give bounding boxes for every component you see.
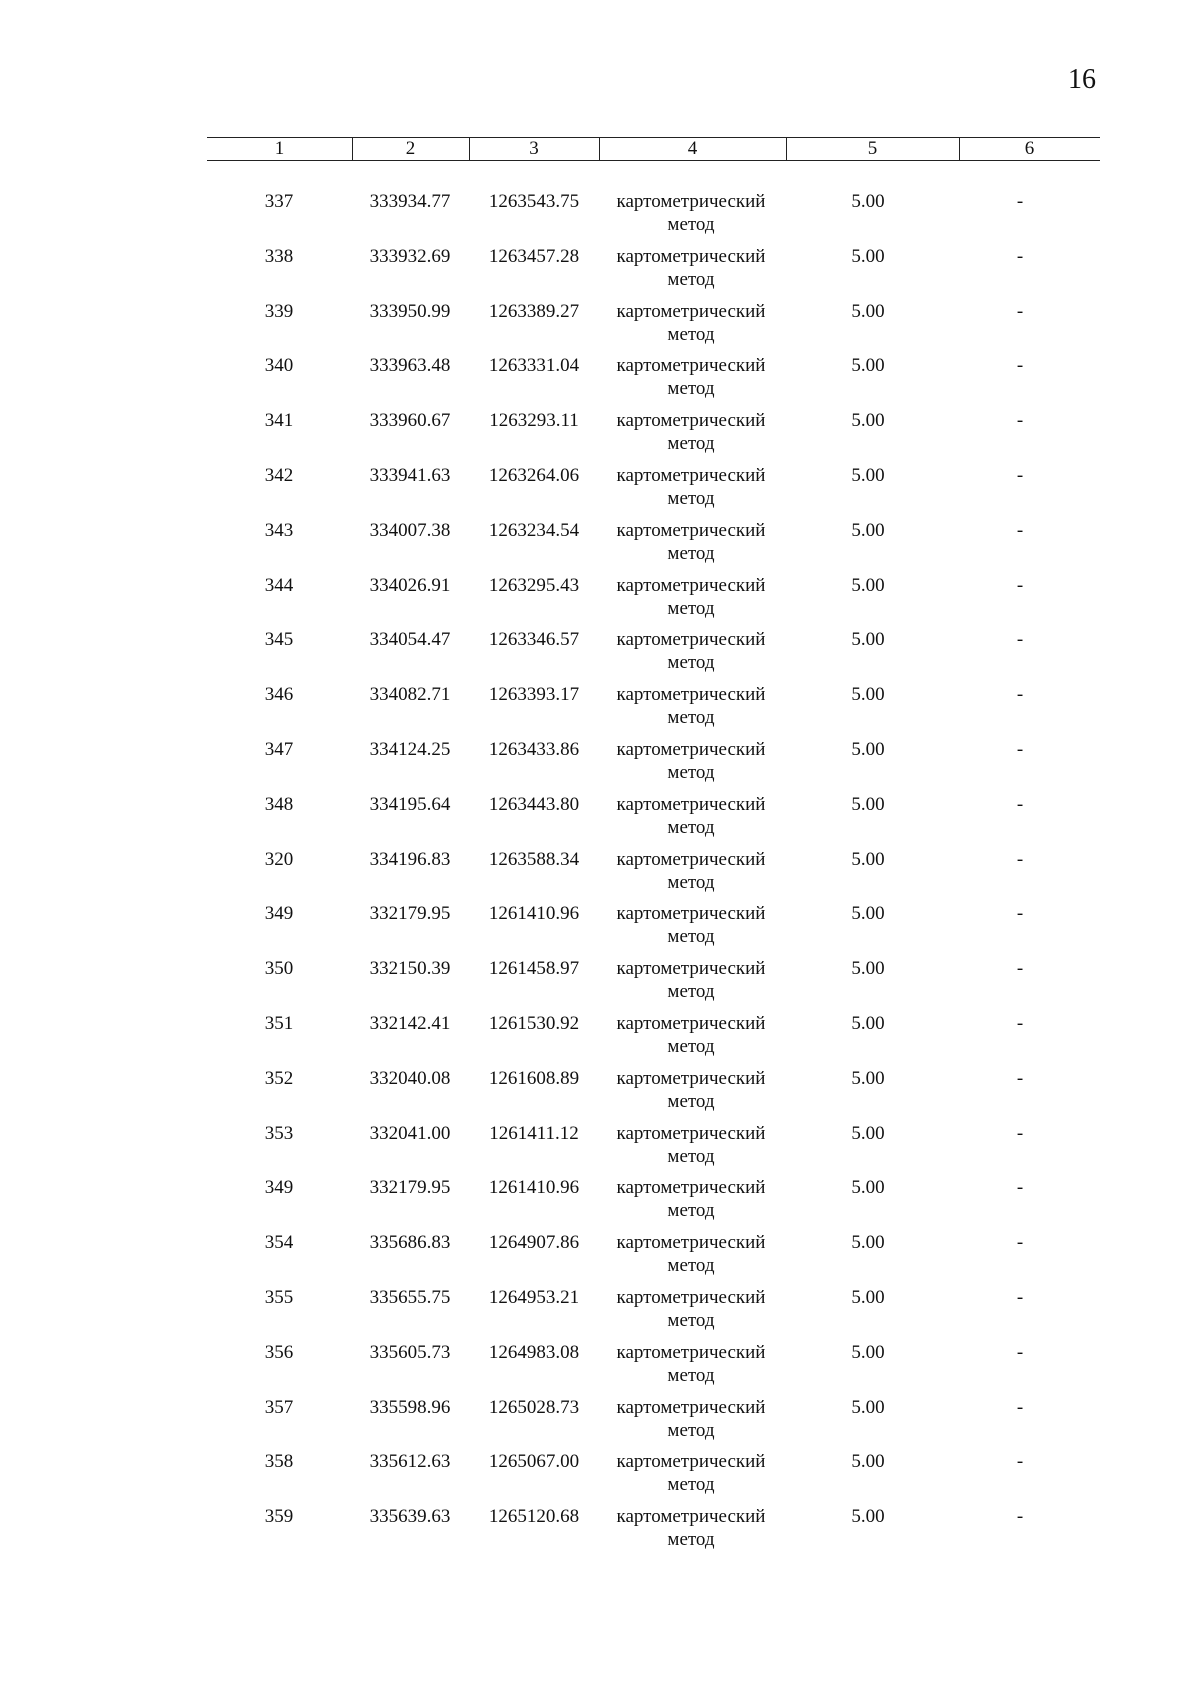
table-row <box>0 683 1200 733</box>
cell-note: - <box>1016 1232 1024 1253</box>
cell-x-coordinate: 335686.83 <box>369 1232 451 1253</box>
cell-method: картометрический метод <box>616 794 766 838</box>
cell-method: картометрический метод <box>616 849 766 893</box>
cell-y-coordinate: 1263264.06 <box>488 465 580 486</box>
cell-point-number: 346 <box>264 684 294 705</box>
cell-method: картометрический метод <box>616 1397 766 1441</box>
cell-x-coordinate: 335612.63 <box>369 1451 451 1472</box>
cell-note: - <box>1016 1123 1024 1144</box>
header-col-4: 4 <box>687 138 698 159</box>
cell-point-number: 348 <box>264 794 294 815</box>
cell-point-number: 341 <box>264 410 294 431</box>
cell-y-coordinate: 1264907.86 <box>488 1232 580 1253</box>
cell-y-coordinate: 1263588.34 <box>488 849 580 870</box>
header-col-5: 5 <box>867 138 878 159</box>
cell-method: картометрический метод <box>616 410 766 454</box>
table-row <box>0 1396 1200 1446</box>
cell-point-number: 355 <box>264 1287 294 1308</box>
cell-y-coordinate: 1263295.43 <box>488 575 580 596</box>
table-row <box>0 1176 1200 1226</box>
table-row <box>0 848 1200 898</box>
header-col-2: 2 <box>405 138 416 159</box>
cell-accuracy: 5.00 <box>851 246 885 267</box>
table-row <box>0 464 1200 514</box>
cell-accuracy: 5.00 <box>851 575 885 596</box>
cell-x-coordinate: 333963.48 <box>369 355 451 376</box>
cell-point-number: 349 <box>264 903 294 924</box>
cell-point-number: 347 <box>264 739 294 760</box>
cell-method: картометрический метод <box>616 1287 766 1331</box>
cell-point-number: 351 <box>264 1013 294 1034</box>
cell-y-coordinate: 1263346.57 <box>488 629 580 650</box>
cell-accuracy: 5.00 <box>851 958 885 979</box>
cell-accuracy: 5.00 <box>851 410 885 431</box>
cell-method: картометрический метод <box>616 1013 766 1057</box>
cell-y-coordinate: 1261410.96 <box>488 1177 580 1198</box>
cell-y-coordinate: 1261530.92 <box>488 1013 580 1034</box>
cell-method: картометрический метод <box>616 1177 766 1221</box>
cell-note: - <box>1016 520 1024 541</box>
cell-note: - <box>1016 1397 1024 1418</box>
cell-x-coordinate: 334054.47 <box>369 629 451 650</box>
table-header <box>207 137 1100 161</box>
cell-note: - <box>1016 903 1024 924</box>
cell-note: - <box>1016 1177 1024 1198</box>
cell-y-coordinate: 1261458.97 <box>488 958 580 979</box>
cell-note: - <box>1016 465 1024 486</box>
cell-note: - <box>1016 849 1024 870</box>
cell-point-number: 342 <box>264 465 294 486</box>
header-col-3: 3 <box>529 138 539 159</box>
table-row <box>0 1505 1200 1555</box>
cell-note: - <box>1016 575 1024 596</box>
cell-method: картометрический метод <box>616 903 766 947</box>
table-row <box>0 902 1200 952</box>
cell-accuracy: 5.00 <box>851 465 885 486</box>
cell-x-coordinate: 332150.39 <box>369 958 451 979</box>
cell-note: - <box>1016 1451 1024 1472</box>
table-row <box>0 245 1200 295</box>
cell-method: картометрический метод <box>616 739 766 783</box>
cell-point-number: 357 <box>264 1397 294 1418</box>
cell-point-number: 349 <box>264 1177 294 1198</box>
table-row <box>0 519 1200 569</box>
cell-x-coordinate: 333934.77 <box>369 191 451 212</box>
cell-point-number: 344 <box>264 575 294 596</box>
table-row <box>0 793 1200 843</box>
cell-point-number: 352 <box>264 1068 294 1089</box>
cell-method: картометрический метод <box>616 575 766 619</box>
cell-point-number: 359 <box>264 1506 294 1527</box>
cell-accuracy: 5.00 <box>851 1451 885 1472</box>
cell-accuracy: 5.00 <box>851 191 885 212</box>
cell-accuracy: 5.00 <box>851 1013 885 1034</box>
cell-note: - <box>1016 410 1024 431</box>
cell-point-number: 350 <box>264 958 294 979</box>
cell-point-number: 354 <box>264 1232 294 1253</box>
cell-method: картометрический метод <box>616 1506 766 1550</box>
cell-method: картометрический метод <box>616 465 766 509</box>
cell-method: картометрический метод <box>616 958 766 1002</box>
cell-x-coordinate: 332179.95 <box>369 1177 451 1198</box>
cell-note: - <box>1016 246 1024 267</box>
cell-x-coordinate: 334196.83 <box>369 849 451 870</box>
cell-accuracy: 5.00 <box>851 739 885 760</box>
cell-accuracy: 5.00 <box>851 684 885 705</box>
cell-method: картометрический метод <box>616 1232 766 1276</box>
cell-method: картометрический метод <box>616 684 766 728</box>
cell-accuracy: 5.00 <box>851 1287 885 1308</box>
cell-y-coordinate: 1263389.27 <box>488 301 580 322</box>
cell-accuracy: 5.00 <box>851 1177 885 1198</box>
table-row <box>0 300 1200 350</box>
table-row <box>0 628 1200 678</box>
cell-point-number: 343 <box>264 520 294 541</box>
table-row <box>0 1067 1200 1117</box>
cell-point-number: 353 <box>264 1123 294 1144</box>
table-row <box>0 1122 1200 1172</box>
cell-method: картометрический метод <box>616 629 766 673</box>
cell-x-coordinate: 333950.99 <box>369 301 451 322</box>
table-row <box>0 1341 1200 1391</box>
cell-accuracy: 5.00 <box>851 794 885 815</box>
cell-y-coordinate: 1261411.12 <box>489 1123 579 1144</box>
table-row <box>0 354 1200 404</box>
cell-y-coordinate: 1264983.08 <box>488 1342 580 1363</box>
table-row <box>0 1231 1200 1281</box>
table-row <box>0 574 1200 624</box>
cell-accuracy: 5.00 <box>851 355 885 376</box>
cell-point-number: 345 <box>264 629 294 650</box>
cell-x-coordinate: 332179.95 <box>369 903 451 924</box>
cell-note: - <box>1016 301 1024 322</box>
cell-method: картометрический метод <box>616 1123 766 1167</box>
cell-x-coordinate: 334195.64 <box>369 794 451 815</box>
cell-accuracy: 5.00 <box>851 301 885 322</box>
cell-accuracy: 5.00 <box>851 629 885 650</box>
cell-accuracy: 5.00 <box>851 849 885 870</box>
page-number: 16 <box>1068 64 1096 95</box>
cell-x-coordinate: 332040.08 <box>369 1068 451 1089</box>
cell-y-coordinate: 1265067.00 <box>488 1451 580 1472</box>
table-row <box>0 738 1200 788</box>
table-row <box>0 1012 1200 1062</box>
header-col-1: 1 <box>274 138 285 159</box>
cell-note: - <box>1016 684 1024 705</box>
cell-y-coordinate: 1263457.28 <box>488 246 580 267</box>
cell-point-number: 338 <box>264 246 294 267</box>
cell-accuracy: 5.00 <box>851 1232 885 1253</box>
cell-method: картометрический метод <box>616 301 766 345</box>
header-col-6: 6 <box>1024 138 1035 159</box>
cell-method: картометрический метод <box>616 1342 766 1386</box>
cell-note: - <box>1016 1068 1024 1089</box>
cell-x-coordinate: 335655.75 <box>369 1287 451 1308</box>
cell-y-coordinate: 1265120.68 <box>488 1506 580 1527</box>
cell-note: - <box>1016 958 1024 979</box>
cell-x-coordinate: 334026.91 <box>369 575 451 596</box>
cell-x-coordinate: 332041.00 <box>369 1123 451 1144</box>
cell-y-coordinate: 1263234.54 <box>488 520 580 541</box>
cell-note: - <box>1016 1287 1024 1308</box>
table-row <box>0 957 1200 1007</box>
cell-x-coordinate: 333932.69 <box>369 246 451 267</box>
cell-y-coordinate: 1265028.73 <box>488 1397 580 1418</box>
cell-x-coordinate: 334124.25 <box>369 739 451 760</box>
cell-x-coordinate: 335639.63 <box>369 1506 451 1527</box>
cell-y-coordinate: 1264953.21 <box>488 1287 580 1308</box>
cell-y-coordinate: 1263433.86 <box>488 739 580 760</box>
cell-accuracy: 5.00 <box>851 903 885 924</box>
cell-point-number: 356 <box>264 1342 294 1363</box>
cell-accuracy: 5.00 <box>851 1068 885 1089</box>
cell-accuracy: 5.00 <box>851 1342 885 1363</box>
cell-method: картометрический метод <box>616 1068 766 1112</box>
cell-y-coordinate: 1261410.96 <box>488 903 580 924</box>
cell-x-coordinate: 333941.63 <box>369 465 451 486</box>
cell-accuracy: 5.00 <box>851 1506 885 1527</box>
cell-method: картометрический метод <box>616 246 766 290</box>
cell-point-number: 320 <box>264 849 294 870</box>
cell-method: картометрический метод <box>616 1451 766 1495</box>
cell-y-coordinate: 1263331.04 <box>488 355 580 376</box>
cell-x-coordinate: 332142.41 <box>369 1013 451 1034</box>
cell-accuracy: 5.00 <box>851 1397 885 1418</box>
cell-note: - <box>1016 1342 1024 1363</box>
cell-accuracy: 5.00 <box>851 1123 885 1144</box>
cell-note: - <box>1016 794 1024 815</box>
cell-point-number: 358 <box>264 1451 294 1472</box>
cell-point-number: 339 <box>264 301 294 322</box>
cell-y-coordinate: 1261608.89 <box>488 1068 580 1089</box>
cell-method: картометрический метод <box>616 520 766 564</box>
cell-point-number: 337 <box>264 191 294 212</box>
cell-method: картометрический метод <box>616 191 766 235</box>
cell-x-coordinate: 335605.73 <box>369 1342 451 1363</box>
cell-x-coordinate: 334082.71 <box>369 684 451 705</box>
table-row <box>0 190 1200 240</box>
cell-note: - <box>1016 629 1024 650</box>
cell-note: - <box>1016 1506 1024 1527</box>
cell-method: картометрический метод <box>616 355 766 399</box>
cell-y-coordinate: 1263543.75 <box>488 191 580 212</box>
cell-y-coordinate: 1263443.80 <box>488 794 580 815</box>
cell-note: - <box>1016 355 1024 376</box>
cell-y-coordinate: 1263393.17 <box>488 684 580 705</box>
table-row <box>0 1286 1200 1336</box>
table-row <box>0 409 1200 459</box>
cell-note: - <box>1016 739 1024 760</box>
cell-x-coordinate: 333960.67 <box>369 410 451 431</box>
cell-accuracy: 5.00 <box>851 520 885 541</box>
cell-x-coordinate: 335598.96 <box>369 1397 451 1418</box>
cell-point-number: 340 <box>264 355 294 376</box>
cell-x-coordinate: 334007.38 <box>369 520 451 541</box>
cell-note: - <box>1016 191 1024 212</box>
cell-note: - <box>1016 1013 1024 1034</box>
cell-y-coordinate: 1263293.11 <box>489 410 579 431</box>
table-row <box>0 1450 1200 1500</box>
